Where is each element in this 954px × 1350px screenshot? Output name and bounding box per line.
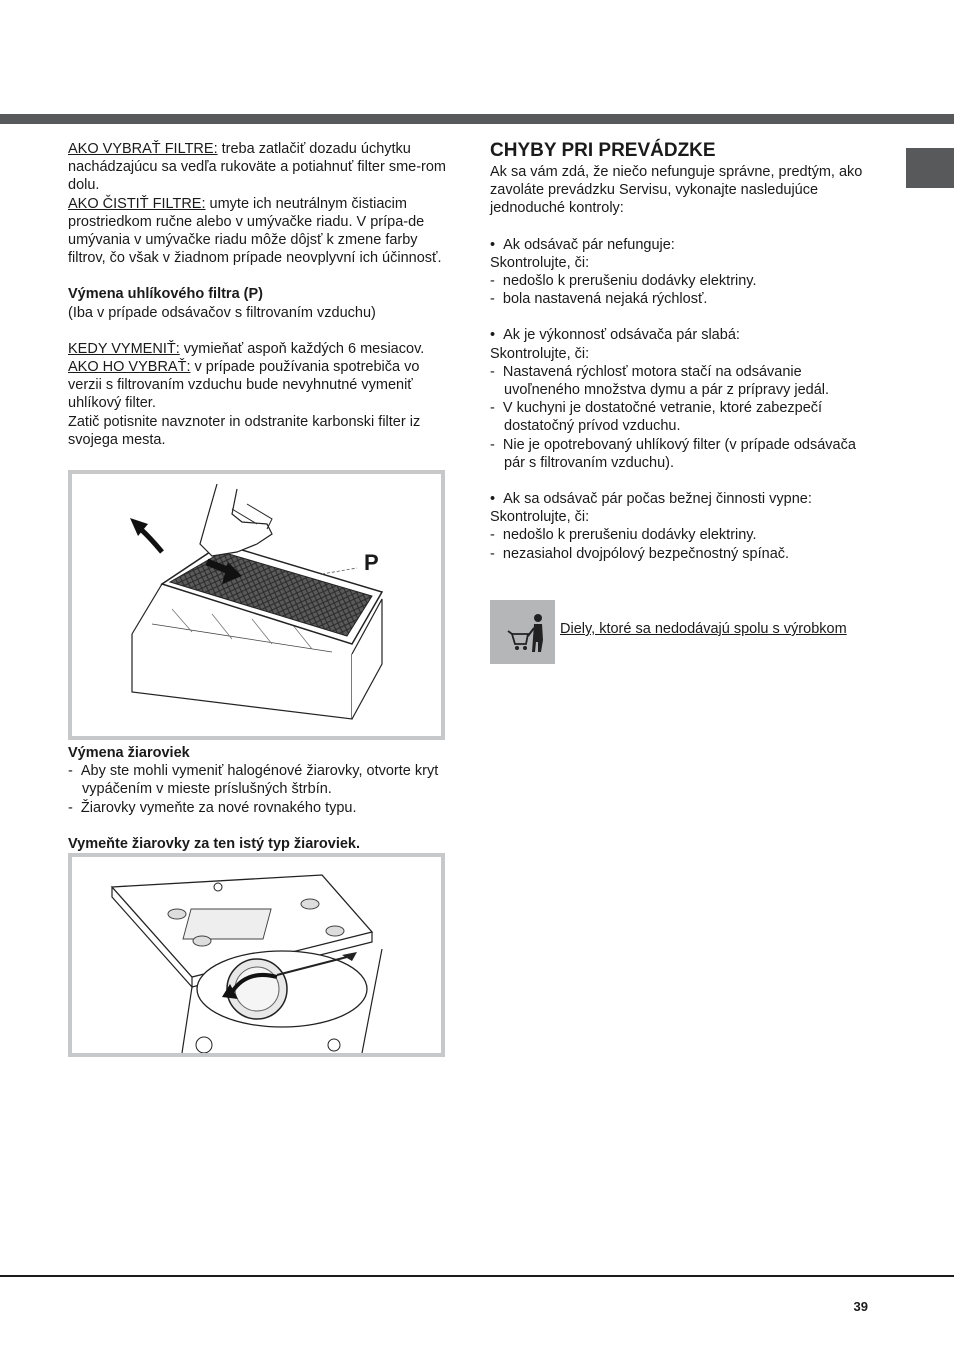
parts-section	[490, 600, 910, 664]
check-group-bullet: • Ak je výkonnosť odsávača pár slabá:	[490, 327, 740, 344]
check-group-label: Skontrolujte, či:	[490, 254, 590, 271]
check-item: - V kuchyni je dostatočné vetranie, ktoré zabezpečí dostatočný prívod vzduchu.	[490, 400, 823, 435]
left-column	[68, 140, 448, 449]
top-bar	[0, 114, 954, 124]
bulbs-note: Vymeňte žiarovky za ten istý typ žiaroviek.	[68, 835, 361, 852]
check-group-bullet: • Ak sa odsávač pár počas bežnej činnosti vypne:	[490, 491, 812, 508]
check-item: - bola nastavená nejaká rýchlosť.	[490, 291, 708, 308]
right-column	[490, 140, 880, 563]
clean-filters-label: AKO ČISTIŤ FILTRE:	[68, 195, 206, 212]
troubleshooting-title: CHYBY PRI PREVÁDZKE	[490, 140, 716, 161]
carbon-filter-figure	[68, 470, 445, 740]
then-paragraph: Zatič potisnite navznoter in odstranite karbonski filter iz svojega mesta.	[68, 413, 421, 448]
remove-filters-paragraph	[68, 140, 448, 195]
when-replace-paragraph	[68, 340, 448, 358]
page-number: 39	[853, 1299, 868, 1314]
carbon-filter-illustration	[72, 474, 441, 736]
remove-filters-label: AKO VYBRAŤ FILTRE:	[68, 141, 218, 157]
carbon-filter-title: Výmena uhlíkového filtra (P)	[68, 286, 263, 303]
check-group-label: Skontrolujte, či:	[490, 509, 590, 526]
clean-filters-paragraph	[68, 195, 448, 268]
when-replace-text: vymieňať aspoň každých 6 mesiacov.	[179, 340, 425, 357]
shopping-cart-person-icon	[490, 600, 555, 664]
bulbs-item: - Žiarovky vymeňte za nové rovnakého typu.	[68, 799, 357, 816]
check-item: - Nie je opotrebovaný uhlíkový filter (v prípade odsávača pár s filtrovaním vzduchu).	[490, 436, 856, 471]
troubleshooting-intro: Ak sa vám zdá, že niečo nefunguje správne, predtým, ako zavoláte prevádzku Servisu, vykonajte nasledujúce jednoduché kontroly:	[490, 164, 863, 217]
check-group-label: Skontrolujte, či:	[490, 345, 590, 362]
parts-link[interactable]: Diely, ktoré sa nedodávajú spolu s výrobkom	[560, 621, 847, 637]
check-group-bullet: • Ak odsávač pár nefunguje:	[490, 236, 675, 253]
how-remove-paragraph	[68, 358, 448, 413]
bottom-rule	[0, 1275, 954, 1277]
check-item: - nezasiahol dvojpólový bezpečnostný spínač.	[490, 545, 790, 562]
clean-filters-text: umyte ich neutrálnym čistiacim prostriedkom ručne alebo v umývačke riadu. V prípa-de umývania v umývačke riadu môže dôjsť k zmene farby filtrov, čo však v žiadnom prípade neovplyvní ich účinnosť.	[68, 195, 442, 267]
bulbs-item: - Aby ste mohli vymeniť halogénové žiarovky, otvorte kryt vypáčením v mieste príslušných štrbín.	[68, 763, 439, 798]
check-item: - nedošlo k prerušeniu dodávky elektriny.	[490, 273, 757, 290]
section-tab	[906, 148, 954, 188]
bulbs-section	[68, 744, 448, 853]
bulbs-title: Výmena žiaroviek	[68, 745, 190, 761]
check-item: - Nastavená rýchlosť motora stačí na odsávanie uvoľneného množstva dymu a pár z prípravy jedál.	[490, 363, 830, 399]
how-remove-text: v prípade používania spotrebiča vo verzii s filtrovaním vzduchu bude nevyhnutné vymeniť uhlíkový filter.	[68, 359, 420, 412]
when-replace-label: KEDY VYMENIŤ:	[68, 340, 180, 357]
check-item: - nedošlo k prerušeniu dodávky elektriny.	[490, 527, 757, 544]
carbon-filter-note: (Iba v prípade odsávačov s filtrovaním vzduchu)	[68, 304, 376, 321]
remove-filters-text: treba zatlačiť dozadu úchytku nachádzajúcu sa vedľa rukoväte a potiahnuť filter sme-rom dolu.	[68, 141, 447, 194]
filter-p-label: P	[364, 550, 379, 575]
bulb-replacement-illustration	[72, 857, 441, 1053]
how-remove-label: AKO HO VYBRAŤ:	[68, 359, 191, 376]
bulb-replacement-figure	[68, 853, 445, 1057]
